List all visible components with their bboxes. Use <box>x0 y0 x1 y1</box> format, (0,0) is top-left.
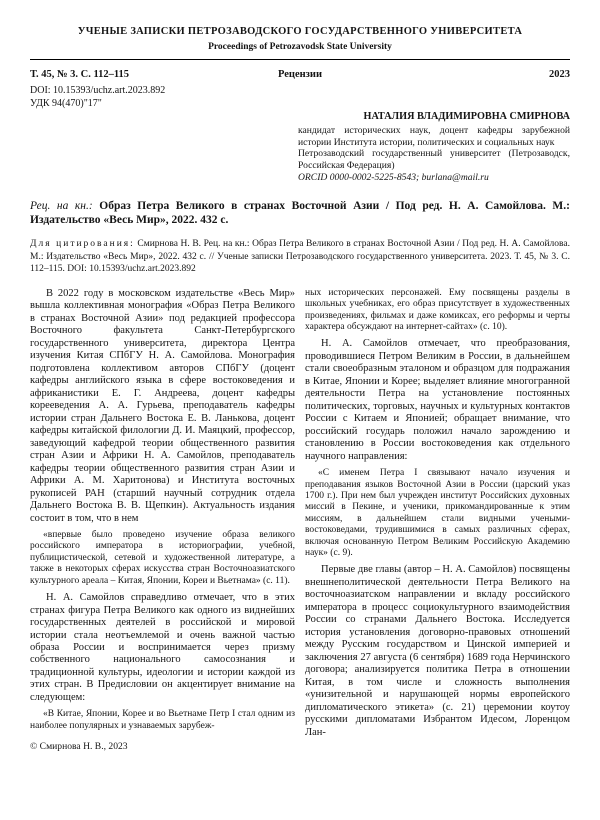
review-title-prefix: Рец. на кн.: <box>30 199 93 212</box>
block-quote: «впервые было проведено изучение образа великого российского императора в историографии, учебной, публицистической, сетевой и художественной литературе, а также в некоторых сферах искусства стран Восточноазиатского культурного ареала – Китая, Японии, Кореи и Вьетнама» (с. 11). <box>30 530 295 586</box>
paragraph: Н. А. Самойлов отмечает, что преобразования, проводившиеся Петром Великим в России, в дальнейшем стали своеобразным эталоном и образцом для подражания в Китае, Японии и Корее; выделяет влияние многогранной деятельности Петра на установление постоянных политических, торговых, научных и культурных контактов России с Китаем и Японией; обращает внимание, что российский государь положил начало зарождению и становлению в России востоковедения как отдельного научного направления: <box>305 338 570 462</box>
paragraph: В 2022 году в московском издательстве «Весь Мир» вышла коллективная монография «Образ Петра Великого в странах Восточной Азии» под редакцией профессора Восточного факультета Санкт-Петербургского государственного университета, директора Центра изучения Китая СПбГУ Н. А. Самойлова. Монография подготовлена коллективом авторов СПбГУ (доцент кафедры английского языка в сфере востоковедения и африканистики Е. Г. Андреева, доцент кафедры корееведения А. А. Гурьева, преподаватель кафедры истории стран Дальнего Востока Е. В. Ланькова, доцент кафедры китайской филологии Д. И. Маяцкий, профессор, заведующий кафедрой теории общественного развития стран Азии и Африки Н. А. Самойлов, преподаватель кафедры теории общественного развития стран Азии и Африки А. М. Харитонова) и Института восточных рукописей РАН (старший научный сотрудник отдела Дальнего Востока В. В. Щепкин). Актуальность издания состоит в том, что в нем <box>30 287 295 524</box>
block-quote: «С именем Петра I связывают начало изучения и преподавания языков Восточной Азии в России (царский указ 1700 г.). При нем был учрежден институт Российских духовных миссий в Пекине, и ученики, прикомандированные к этим миссиям, в дальнейшем стали видными учеными-востоковедами, трудившимися в самых различных сферах, включая основанную Петром Великим Российскую Академию наук» (с. 9). <box>305 468 570 559</box>
citation-label: Для цитирования: <box>30 239 135 250</box>
author-block <box>298 111 570 184</box>
copyright-notice: © Смирнова Н. В., 2023 <box>30 741 128 753</box>
block-quote-continuation: ных исторических персонажей. Ему посвящены разделы в школьных учебниках, его образ присутствует в художественных произведениях, фильмах и даже комиксах, его реформы и черты характера обсуждают на интернет-сайтах» (с. 10). <box>305 287 570 333</box>
author-orcid-email: ORCID 0000-0002-5225-8543; burlana@mail.ru <box>298 171 489 183</box>
review-title <box>30 199 570 229</box>
issue-info-row <box>30 69 570 80</box>
citation-text: Смирнова Н. В. Рец. на кн.: Образ Петра Великого в странах Восточной Азии / Под ред. Н. А. Самойлова. М.: Издательство «Весь Мир», 2022. 432 с. // Ученые записки Петрозаводского государственного университета. 2023. Т. 45, № 3. С. 112–115. DOI: 10.15393/uchz.art.2023.892 <box>30 239 570 274</box>
author-affiliation: Петрозаводский государственный университет (Петрозаводск, Российская Федерация) <box>298 148 570 172</box>
section-label: Рецензии <box>277 68 322 80</box>
paragraph: Первые две главы (автор – Н. А. Самойлов) посвящены внешнеполитической деятельности Петра Великого на восточноазиатском направлении и вкладу российского императора в процесс социокультурного взаимодействия России со странами Дальнего Востока. Исследуется история установления договорно-правовых отношений между Русским государством и Цинской империей и заключения 27 августа (6 сентября) 1689 года Нерчинского договора; анализируется политика Петра в отношении Китая, в том числе и сложность выполнения «унизительной и нарушающей нормы европейского дипломатического этикета» (с. 21) церемонии коутоу русскими дипломатами Избрантом Идесом, Лоренцом Лан- <box>305 564 570 738</box>
author-name: НАТАЛИЯ ВЛАДИМИРОВНА СМИРНОВА <box>363 110 570 122</box>
doi: DOI: 10.15393/uchz.art.2023.892 <box>30 84 166 96</box>
review-title-text: Образ Петра Великого в странах Восточной Азии / Под ред. Н. А. Самойлова. М.: Издательство «Весь Мир», 2022. 432 с. <box>30 199 570 227</box>
header-divider <box>30 59 570 60</box>
article-body <box>30 288 570 753</box>
right-column <box>305 288 570 753</box>
block-quote: «В Китае, Японии, Корее и во Вьетнаме Петр I стал одним из наиболее популярных и узнаваемых зарубеж- <box>30 709 295 731</box>
paragraph: Н. А. Самойлов справедливо отмечает, что в этих странах фигура Петра Великого как одного из виднейших государственных деятелей в российской и мировой истории стала неотъемлемой и очень важной частью образа России и воспринимается через призму собственного национального самосознания и традиционной культуры, идеологии и истории каждой из этих стран. В Предисловии он акцентирует внимание на следующем: <box>30 592 295 703</box>
journal-title-en: Proceedings of Petrozavodsk State University <box>208 41 392 52</box>
author-degree: кандидат исторических наук, доцент кафедры зарубежной истории Института истории, политических и социальных наук <box>298 125 570 148</box>
udc: УДК 94(470)"17" <box>30 97 102 109</box>
journal-title-ru: УЧЕНЫЕ ЗАПИСКИ ПЕТРОЗАВОДСКОГО ГОСУДАРСТВЕННОГО УНИВЕРСИТЕТА <box>77 26 523 37</box>
year-label: 2023 <box>549 68 570 80</box>
citation-block <box>30 238 570 274</box>
volume-pages: Т. 45, № 3. С. 112–115 <box>30 68 130 80</box>
left-column <box>30 288 295 753</box>
